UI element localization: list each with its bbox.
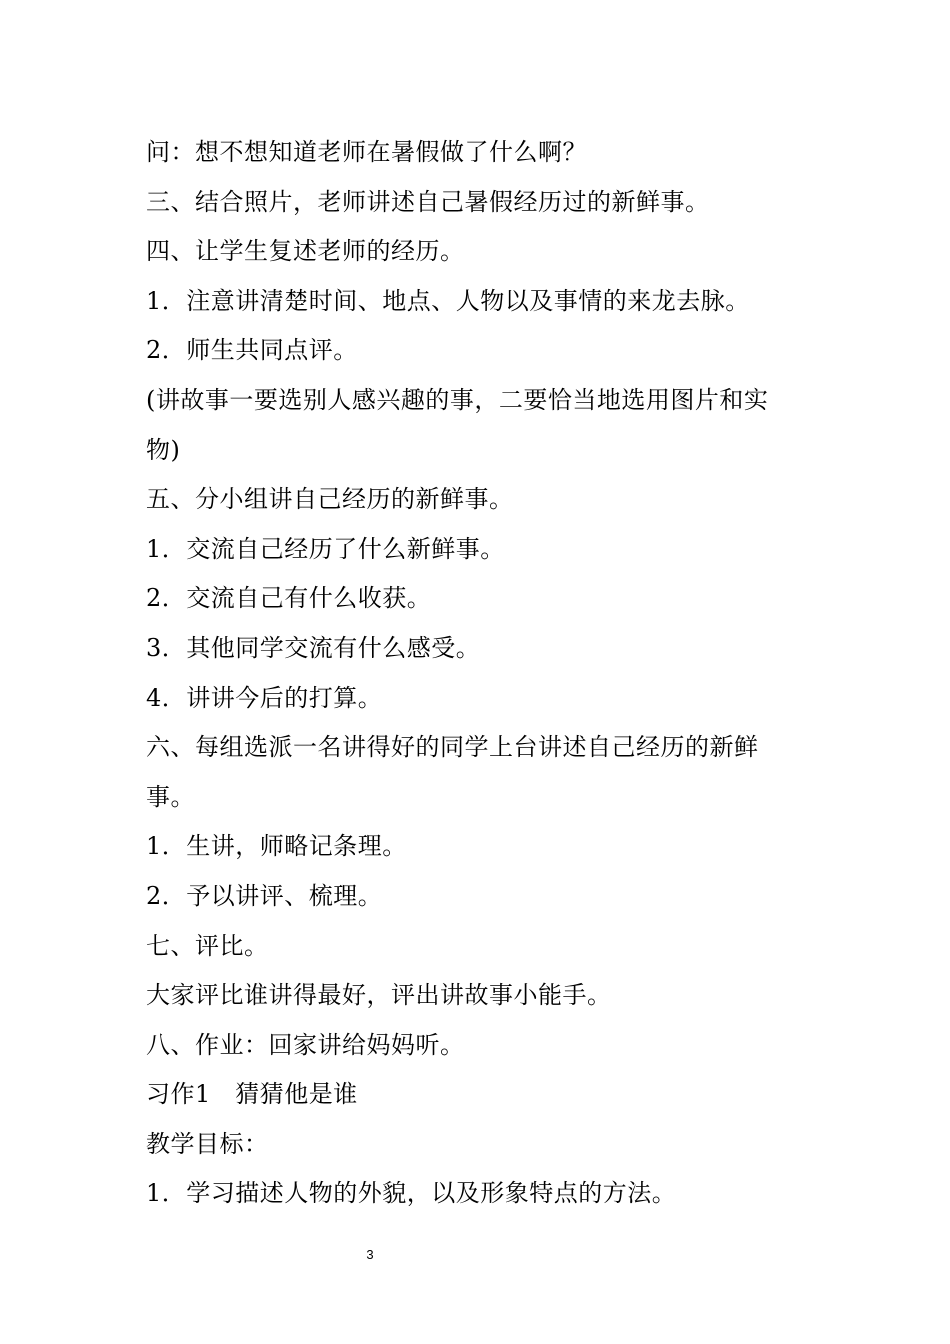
text-line: 教学目标：	[146, 1129, 269, 1158]
text-line: 四、让学生复述老师的经历。	[146, 237, 465, 266]
text-line: 五、分小组讲自己经历的新鲜事。	[146, 485, 514, 514]
text-line: 1．注意讲清楚时间、地点、人物以及事情的来龙去脉。	[146, 286, 750, 315]
document-body	[146, 128, 826, 1219]
text-line: 1．生讲，师略记条理。	[146, 832, 407, 861]
text-line: 物)	[146, 435, 181, 464]
text-line: 2．予以讲评、梳理。	[146, 881, 383, 910]
text-line: 七、评比。	[146, 931, 269, 960]
text-line: 问：想不想知道老师在暑假做了什么啊？	[146, 138, 587, 166]
text-line: 八、作业：回家讲给妈妈听。	[146, 1030, 465, 1059]
page-number: 3	[366, 1247, 374, 1262]
text-line: 4．讲讲今后的打算。	[146, 683, 383, 712]
text-line: 大家评比谁讲得最好，评出讲故事小能手。	[146, 981, 612, 1010]
text-line: 3．其他同学交流有什么感受。	[146, 633, 481, 662]
text-line: 六、每组选派一名讲得好的同学上台讲述自己经历的新鲜	[146, 733, 759, 762]
text-line: 2．交流自己有什么收获。	[146, 584, 432, 613]
text-line: 1．学习描述人物的外貌，以及形象特点的方法。	[146, 1179, 677, 1208]
text-line: 三、结合照片，老师讲述自己暑假经历过的新鲜事。	[146, 187, 710, 216]
text-line: 习作1 猜猜他是谁	[146, 1080, 358, 1109]
text-line: 1．交流自己经历了什么新鲜事。	[146, 534, 505, 563]
text-line: (讲故事一要选别人感兴趣的事，二要恰当地选用图片和实	[146, 385, 769, 414]
text-line: 2．师生共同点评。	[146, 336, 358, 365]
text-line: 事。	[146, 782, 195, 811]
